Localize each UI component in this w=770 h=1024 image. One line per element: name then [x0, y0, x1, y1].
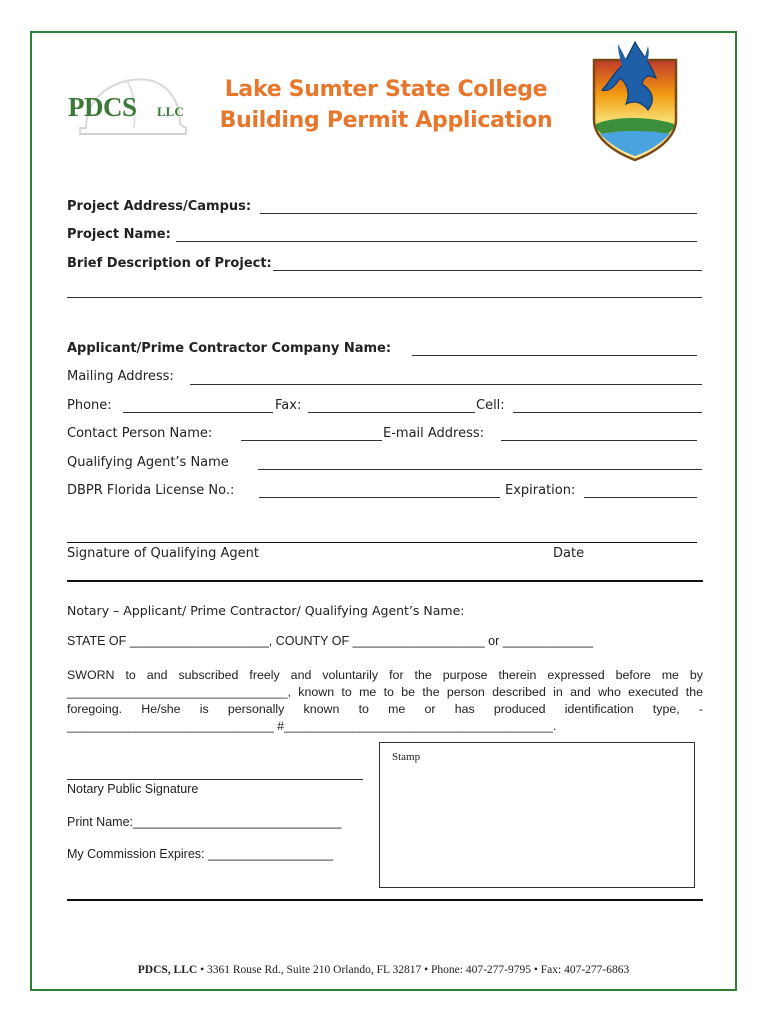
qualifying-agent-field[interactable] — [258, 469, 702, 470]
expiration-label: Expiration: — [505, 483, 576, 498]
print-name-field[interactable]: Print Name:______________________________ — [67, 815, 342, 829]
company-name-field[interactable] — [412, 355, 697, 356]
project-description-field[interactable] — [273, 270, 702, 271]
phone-label: Phone: — [67, 398, 112, 413]
project-address-field[interactable] — [260, 213, 697, 214]
logo-wordmark: PDCS — [68, 92, 137, 122]
footer-details: • 3361 Rouse Rd., Suite 210 Orlando, FL 32817 • Phone: 407-277-9795 • Fax: 407-277-6863 — [197, 964, 630, 976]
fax-label: Fax: — [275, 398, 302, 413]
shield-icon — [590, 38, 680, 163]
email-field[interactable] — [501, 440, 697, 441]
mailing-address-label: Mailing Address: — [67, 369, 174, 384]
section-divider — [67, 580, 703, 582]
logo-suffix: LLC — [157, 104, 184, 119]
notary-heading: Notary – Applicant/ Prime Contractor/ Qualifying Agent’s Name: — [67, 603, 465, 618]
mailing-address-field[interactable] — [190, 384, 702, 385]
project-address-label: Project Address/Campus: — [67, 199, 252, 214]
page-title-line1: Lake Sumter State College — [224, 77, 548, 102]
notary-signature-label: Notary Public Signature — [67, 782, 199, 796]
project-name-label: Project Name: — [67, 227, 171, 242]
license-field[interactable] — [259, 497, 500, 498]
notary-signature-line[interactable] — [67, 779, 363, 780]
project-description-label: Brief Description of Project: — [67, 256, 272, 271]
signature-line[interactable] — [67, 542, 697, 543]
cell-field[interactable] — [513, 412, 702, 413]
state-county-line[interactable]: STATE OF ____________________, COUNTY OF ___________________ or _____________ — [67, 634, 594, 648]
phone-field[interactable] — [123, 412, 273, 413]
cell-label: Cell: — [476, 398, 505, 413]
footer-company: PDCS, LLC — [137, 964, 198, 976]
stamp-box — [379, 742, 695, 888]
college-shield-logo — [590, 38, 680, 163]
bottom-divider — [67, 899, 703, 901]
qualifying-agent-label: Qualifying Agent’s Name — [67, 455, 229, 470]
fax-field[interactable] — [308, 412, 475, 413]
contact-person-field[interactable] — [241, 440, 382, 441]
contact-person-label: Contact Person Name: — [67, 426, 213, 441]
commission-expires-field[interactable]: My Commission Expires: __________________ — [67, 847, 334, 861]
footer-address — [30, 964, 737, 976]
project-name-field[interactable] — [176, 241, 697, 242]
signature-label: Signature of Qualifying Agent — [67, 546, 259, 561]
license-label: DBPR Florida License No.: — [67, 483, 235, 498]
pdcs-logo — [64, 70, 194, 160]
email-label: E-mail Address: — [383, 426, 485, 441]
page-title-line2: Building Permit Application — [219, 108, 553, 133]
company-name-label: Applicant/Prime Contractor Company Name: — [67, 341, 392, 356]
project-description-field-2[interactable] — [67, 297, 702, 298]
date-label: Date — [553, 546, 585, 561]
sworn-statement: SWORN to and subscribed freely and voluntarily for the purpose therein expressed before me by ________________________________, known to me to be the person described in and who executed the foregoing. He/she is personally known to me or has produced identification type, - ______________________________ #_______________________________________. — [67, 668, 703, 733]
expiration-field[interactable] — [584, 497, 697, 498]
stamp-label: Stamp — [392, 751, 421, 763]
